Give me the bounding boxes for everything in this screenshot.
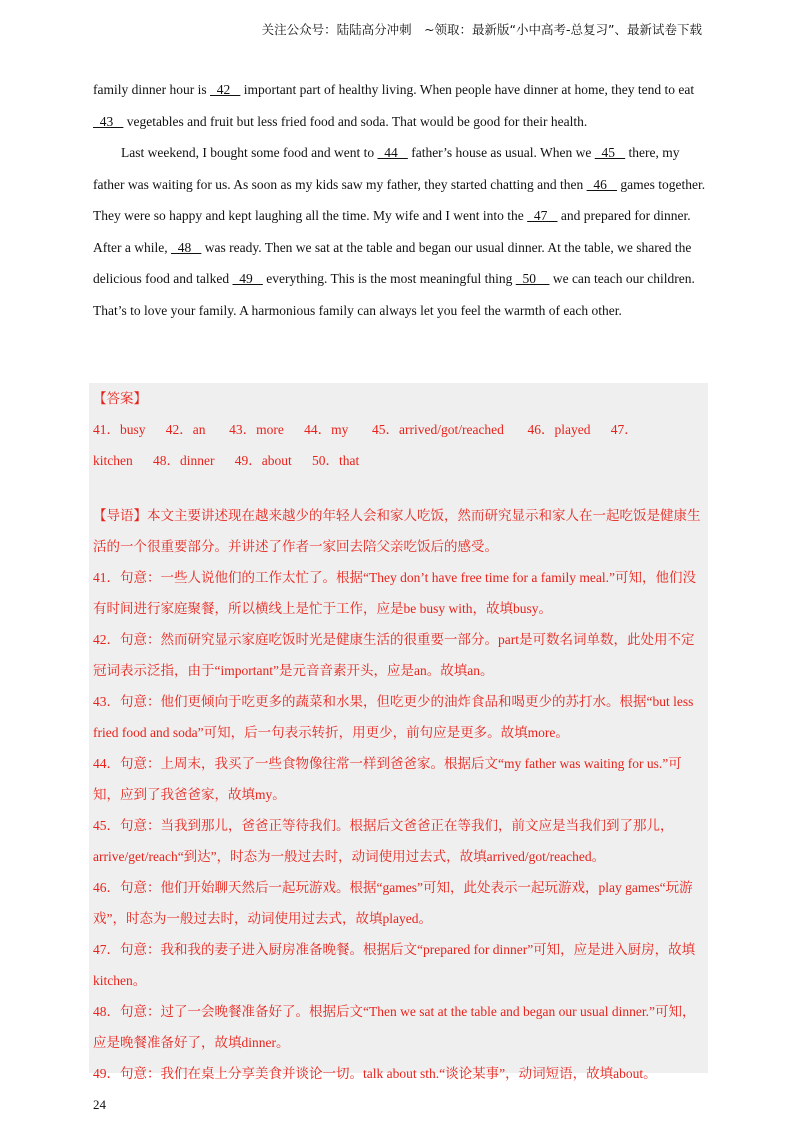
- explanation-intro: 【导语】本文主要讲述现在越来越少的年轻人会和家人吃饭，然而研究显示和家人在一起吃饭是健康生活的一个很重要部分。并讲述了作者一家回去陪父亲吃饭后的感受。: [93, 508, 701, 554]
- blank-47: 47: [527, 208, 558, 223]
- page-number: 24: [93, 1097, 106, 1112]
- explanation-item-42: 42．句意：然而研究显示家庭吃饭时光是健康生活的很重要一部分。part是可数名词单数，此处用不定冠词表示泛指，由于“important”是元音音素开头，应是an。故填an。: [93, 632, 695, 678]
- blank-49: 49: [232, 271, 263, 286]
- explanation-item-46: 46．句意：他们开始聊天然后一起玩游戏。根据“games”可知，此处表示一起玩游戏，play games“玩游戏”，时态为一般过去时，动词使用过去式，故填played。: [93, 880, 693, 926]
- explanation-item-45: 45．句意：当我到那儿，爸爸正等待我们。根据后文爸爸正在等我们，前文应是当我们到了那儿，arrive/get/reach“到达”，时态为一般过去时，动词使用过去式，故填arrived/got/reached。: [93, 818, 674, 864]
- page-header: 关注公众号：陆陆高分冲刺 ~领取：最新版“小中高考-总复习”、最新试卷下载: [261, 22, 702, 37]
- explanation-item-48: 48．句意：过了一会晚餐准备好了。根据后文“Then we sat at the table and began our usual dinner.”可知，应是晚餐准备好了，故填dinner。: [93, 1004, 696, 1050]
- cloze-passage: [93, 74, 708, 326]
- explanation-item-49: 49．句意：我们在桌上分享美食并谈论一切。talk about sth.“谈论某事”，动词短语，故填about。: [93, 1066, 657, 1081]
- explanation-item-41: 41．句意：一些人说他们的工作太忙了。根据“They don’t have free time for a family meal.”可知，他们没有时间进行家庭聚餐，所以横线上是忙于工作，应是be busy with，故填busy。: [93, 570, 697, 616]
- explanation-item-44: 44．句意：上周末，我买了一些食物像往常一样到爸爸家。根据后文“my father was waiting for us.”可知，应到了我爸爸家，故填my。: [93, 756, 682, 802]
- answer-row-1: 41．busy 42．an 43．more 44．my 45．arrived/got/reached 46．played 47．: [93, 422, 638, 437]
- explanation-section: [93, 500, 705, 1089]
- blank-50: 50: [515, 271, 550, 286]
- answer-row-2: kitchen 48．dinner 49．about 50．that: [93, 453, 360, 468]
- passage-paragraph-1: family dinner hour is 42 important part of healthy living. When people have dinner at home, they tend to eat 43 vegetables and fruit but less fried food and soda. That would be good for their health.: [93, 82, 695, 129]
- passage-paragraph-2: Last weekend, I bought some food and went to 44 father’s house as usual. When we 45 there, my father was waiting for us. As soon as my kids saw my father, they started chatting and then 46 games together. They were so happy and kept laughing all the time. My wife and I went into the 47 and prepared for dinner. After a while, 48 was ready. Then we sat at the table and began our usual dinner. At the table, we shared the delicious food and talked 49 everything. This is the most meaningful thing 50 we can teach our children. That’s to love your family. A harmonious family can always let you feel the warmth of each other.: [93, 145, 706, 318]
- explanation-item-43: 43．句意：他们更倾向于吃更多的蔬菜和水果，但吃更少的油炸食品和喝更少的苏打水。根据“but less fried food and soda”可知，后一句表示转折，用更少，前句应是更多。故填more。: [93, 694, 694, 740]
- explanation-item-47: 47．句意：我和我的妻子进入厨房准备晚餐。根据后文“prepared for dinner”可知，应是进入厨房，故填kitchen。: [93, 942, 696, 988]
- answer-title: 【答案】: [93, 391, 147, 406]
- blank-48: 48: [170, 239, 202, 255]
- blank-43: 43: [93, 113, 124, 129]
- blank-44: 44: [377, 145, 408, 160]
- blank-42: 42: [209, 82, 241, 97]
- blank-46: 46: [586, 176, 617, 192]
- answer-key: [93, 383, 705, 476]
- blank-45: 45: [594, 145, 626, 160]
